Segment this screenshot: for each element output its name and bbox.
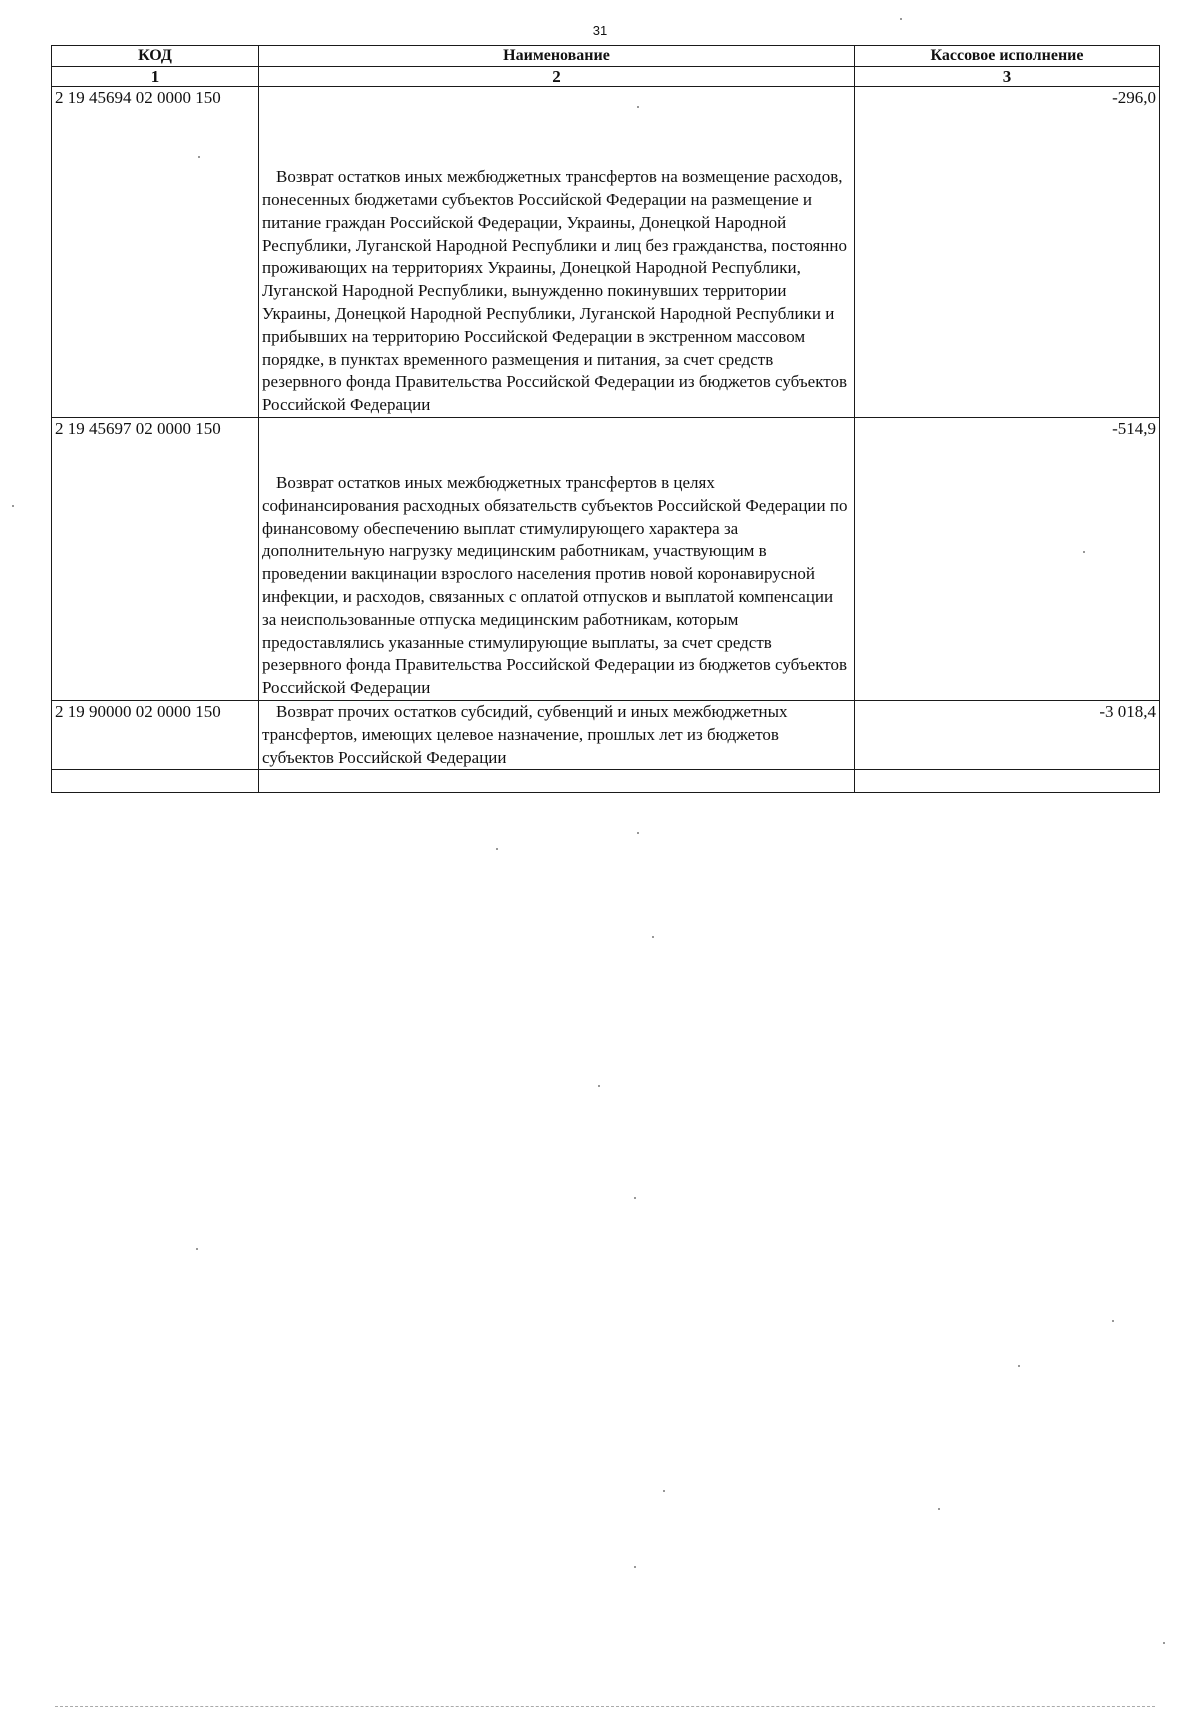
scan-speck (900, 18, 902, 20)
scan-speck (198, 156, 200, 158)
column-number-1: 1 (52, 67, 259, 87)
empty-cell (52, 770, 259, 793)
page-number: 31 (592, 23, 608, 38)
scan-speck (637, 832, 639, 834)
empty-row (52, 770, 1160, 793)
row-name (259, 418, 855, 701)
row-code: 2 19 45694 02 0000 150 (52, 87, 259, 418)
row-name (259, 87, 855, 418)
table-row (52, 418, 1160, 701)
row-code: 2 19 45697 02 0000 150 (52, 418, 259, 701)
column-number-3: 3 (855, 67, 1160, 87)
scan-speck (1163, 1642, 1165, 1644)
column-number-2: 2 (259, 67, 855, 87)
column-number-row (52, 67, 1160, 87)
scan-speck (196, 1248, 198, 1250)
row-name (259, 701, 855, 770)
scan-speck (598, 1085, 600, 1087)
budget-table (51, 45, 1160, 793)
header-row (52, 46, 1160, 67)
scan-speck (634, 1566, 636, 1568)
scan-speck (634, 1197, 636, 1199)
empty-cell (855, 770, 1160, 793)
scan-speck (938, 1508, 940, 1510)
row-amount: -514,9 (855, 418, 1160, 701)
row-amount: -296,0 (855, 87, 1160, 418)
row-name-text: Возврат остатков иных межбюджетных трансфертов на возмещение расходов, понесенных бюджетами субъектов Российской Федерации на размещение и питание граждан Российской Федерации, Украины, Донецкой Народной Республики, Луганской Народной Республики и лиц без гражданства, постоянно проживающих на территориях Украины, Донецкой Народной Республики, Луганской Народной Республики, вынужденно покинувших территории Украины, Донецкой Народной Республики, Луганской Народной Республики и прибывших на территорию Российской Федерации в экстренном массовом порядке, в пунктах временного размещения и питания, за счет средств резервного фонда Правительства Российской Федерации из бюджетов субъектов Российской Федерации (262, 167, 848, 415)
header-code: КОД (52, 46, 259, 67)
scan-speck (1112, 1320, 1114, 1322)
scan-speck (1083, 551, 1085, 553)
scan-speck (652, 936, 654, 938)
scan-speck (496, 848, 498, 850)
table-row (52, 87, 1160, 418)
header-name: Наименование (259, 46, 855, 67)
row-name-text: Возврат остатков иных межбюджетных трансфертов в целях софинансирования расходных обязательств субъектов Российской Федерации по финансовому обеспечению выплат стимулирующего характера за дополнительную нагрузку медицинским работникам, участвующим в проведении вакцинации взрослого населения против новой коронавирусной инфекции, и расходов, связанных с оплатой отпусков и выплатой компенсации за неиспользованные отпуска медицинским работникам, которым предоставлялись указанные стимулирующие выплаты, за счет средств резервного фонда Правительства Российской Федерации из бюджетов субъектов Российской Федерации (262, 473, 848, 698)
table-row (52, 701, 1160, 770)
scan-speck (12, 505, 14, 507)
scan-speck (637, 106, 639, 108)
scan-speck (663, 1490, 665, 1492)
empty-cell (259, 770, 855, 793)
row-name-text: Возврат прочих остатков субсидий, субвенций и иных межбюджетных трансфертов, имеющих целевое назначение, прошлых лет из бюджетов субъектов Российской Федерации (262, 702, 788, 767)
scan-edge-line (55, 1706, 1155, 1708)
row-amount: -3 018,4 (855, 701, 1160, 770)
row-code: 2 19 90000 02 0000 150 (52, 701, 259, 770)
header-amount: Кассовое исполнение (855, 46, 1160, 67)
scan-speck (1018, 1365, 1020, 1367)
